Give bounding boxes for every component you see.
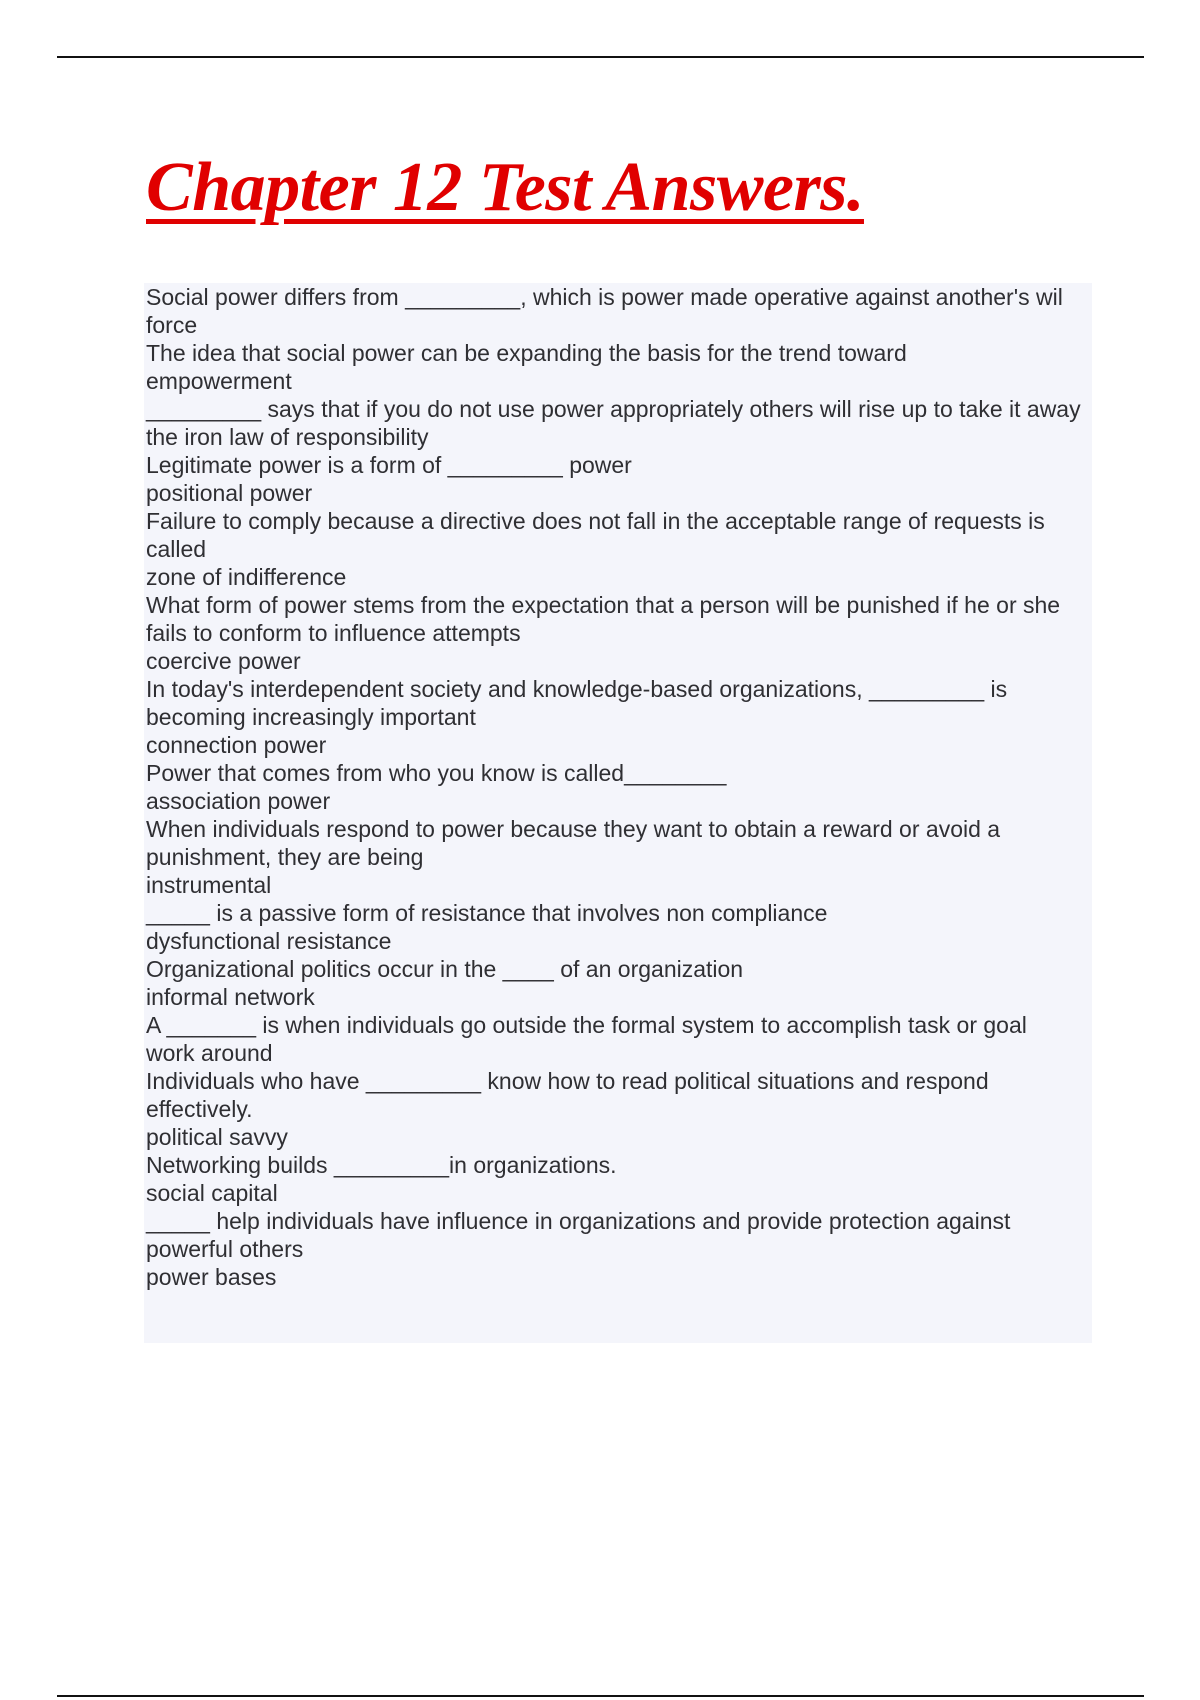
qa-item (146, 339, 1084, 395)
qa-item (146, 955, 1084, 1011)
question-text: The idea that social power can be expanding the basis for the trend toward (146, 340, 907, 366)
question-text: In today's interdependent society and knowledge-based organizations, _________ is becoming increasingly important (146, 676, 1008, 730)
bottom-rule (57, 1695, 1144, 1697)
qa-item (146, 1151, 1084, 1207)
question-text: What form of power stems from the expectation that a person will be punished if he or she fails to conform to influence attempts (146, 592, 1061, 646)
qa-item (146, 1011, 1084, 1067)
answer-text: work around (146, 1040, 273, 1066)
question-text: A _______ is when individuals go outside the formal system to accomplish task or goal (146, 1012, 1027, 1038)
qa-item (146, 395, 1084, 451)
question-text: When individuals respond to power because they want to obtain a reward or avoid a punishment, they are being (146, 816, 1001, 870)
answer-text: dysfunctional resistance (146, 928, 392, 954)
answer-text: coercive power (146, 648, 301, 674)
question-text: Networking builds _________in organizations. (146, 1152, 617, 1178)
qa-item (146, 675, 1084, 759)
qa-item (146, 591, 1084, 675)
qa-item (146, 899, 1084, 955)
page-title: Chapter 12 Test Answers. (146, 149, 864, 226)
answer-text: association power (146, 788, 331, 814)
answer-text: informal network (146, 984, 315, 1010)
answer-text: power bases (146, 1264, 277, 1290)
qa-item (146, 1207, 1084, 1291)
answer-text: the iron law of responsibility (146, 424, 429, 450)
question-text: _________ says that if you do not use power appropriately others will rise up to take it away (146, 396, 1081, 422)
answer-text: instrumental (146, 872, 272, 898)
qa-item (146, 815, 1084, 899)
qa-item (146, 759, 1084, 815)
question-text: _____ is a passive form of resistance that involves non compliance (146, 900, 828, 926)
top-rule (57, 56, 1144, 58)
answer-text: zone of indifference (146, 564, 347, 590)
question-text: Failure to comply because a directive does not fall in the acceptable range of requests is called (146, 508, 1045, 562)
question-text: Social power differs from _________, which is power made operative against another's wil (146, 284, 1063, 310)
qa-item (146, 451, 1084, 507)
question-text: Legitimate power is a form of _________ power (146, 452, 632, 478)
answer-text: force (146, 312, 198, 338)
question-text: Organizational politics occur in the ____ of an organization (146, 956, 744, 982)
qa-item (146, 507, 1084, 591)
answer-text: empowerment (146, 368, 292, 394)
question-text: Power that comes from who you know is called________ (146, 760, 727, 786)
answer-text: connection power (146, 732, 327, 758)
qa-list (146, 283, 1084, 1291)
answer-text: positional power (146, 480, 313, 506)
question-text: Individuals who have _________ know how to read political situations and respond effectively. (146, 1068, 989, 1122)
question-text: _____ help individuals have influence in organizations and provide protection against powerful others (146, 1208, 1011, 1262)
qa-content (144, 283, 1092, 1343)
qa-item (146, 283, 1084, 339)
answer-text: social capital (146, 1180, 278, 1206)
qa-item (146, 1067, 1084, 1151)
answer-text: political savvy (146, 1124, 288, 1150)
